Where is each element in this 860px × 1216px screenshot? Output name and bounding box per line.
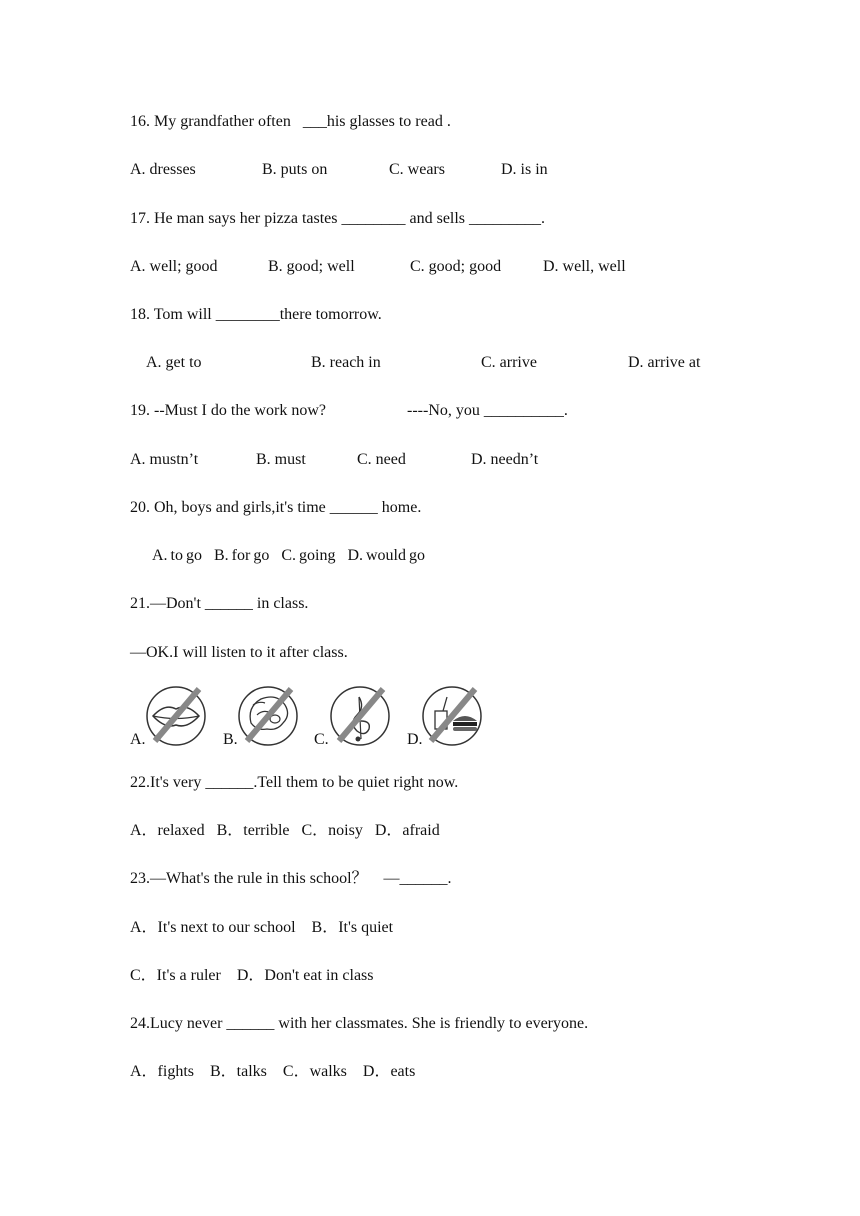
no-eating-icon — [421, 685, 483, 747]
question-19-stem: 19. --Must I do the work now? — [130, 402, 326, 419]
question-23-options-row2: C．It's a ruler D．Don't eat in class — [130, 967, 374, 984]
question-19-reply: ----No, you __________. — [407, 402, 568, 419]
q17-option-a: A. well; good — [130, 258, 218, 275]
question-21-stem: 21.—Don't ______ in class. — [130, 595, 309, 612]
no-music-icon — [329, 685, 391, 747]
q19-option-b: B. must — [256, 451, 306, 468]
q19-option-c: C. need — [357, 451, 406, 468]
q18-option-d: D. arrive at — [628, 354, 701, 371]
question-21-response: —OK.I will listen to it after class. — [130, 644, 348, 661]
q17-option-d: D. well, well — [543, 258, 626, 275]
q16-option-d: D. is in — [501, 161, 548, 178]
q17-option-c: C. good; good — [410, 258, 502, 275]
q21-option-d-label: D. — [407, 731, 423, 748]
question-23-stem: 23.—What's the rule in this school？ —______. — [130, 870, 452, 887]
q16-option-c: C. wears — [389, 161, 445, 178]
question-24-stem: 24.Lucy never ______ with her classmates. She is friendly to everyone. — [130, 1015, 589, 1032]
question-24-options: A．fights B．talks C．walks D．eats — [130, 1063, 416, 1080]
q17-option-b: B. good; well — [268, 258, 355, 275]
q19-option-a: A. mustn’t — [130, 451, 199, 468]
question-20-options: A. to go B. for go C. going D. would go — [152, 547, 425, 564]
question-16-stem: 16. My grandfather often ___his glasses to read . — [130, 113, 451, 130]
question-17-stem: 17. He man says her pizza tastes ________ and sells _________. — [130, 210, 546, 227]
q18-option-b: B. reach in — [311, 354, 381, 371]
q18-option-a: A. get to — [146, 354, 202, 371]
q16-option-a: A. dresses — [130, 161, 196, 178]
question-23-options-row1: A．It's next to our school B．It's quiet — [130, 919, 394, 936]
q21-option-c-label: C. — [314, 731, 329, 748]
q21-option-b-label: B. — [223, 731, 238, 748]
q18-option-c: C. arrive — [481, 354, 537, 371]
q19-option-d: D. needn’t — [471, 451, 539, 468]
question-20-stem: 20. Oh, boys and girls,it's time ______ home. — [130, 499, 422, 516]
q21-option-a-label: A. — [130, 731, 146, 748]
question-22-options: A．relaxed B．terrible C．noisy D．afraid — [130, 822, 440, 839]
question-22-stem: 22.It's very ______.Tell them to be quiet right now. — [130, 774, 459, 791]
q16-option-b: B. puts on — [262, 161, 328, 178]
no-talking-icon — [145, 685, 207, 747]
no-shouting-icon — [237, 685, 299, 747]
question-18-stem: 18. Tom will ________there tomorrow. — [130, 306, 382, 323]
